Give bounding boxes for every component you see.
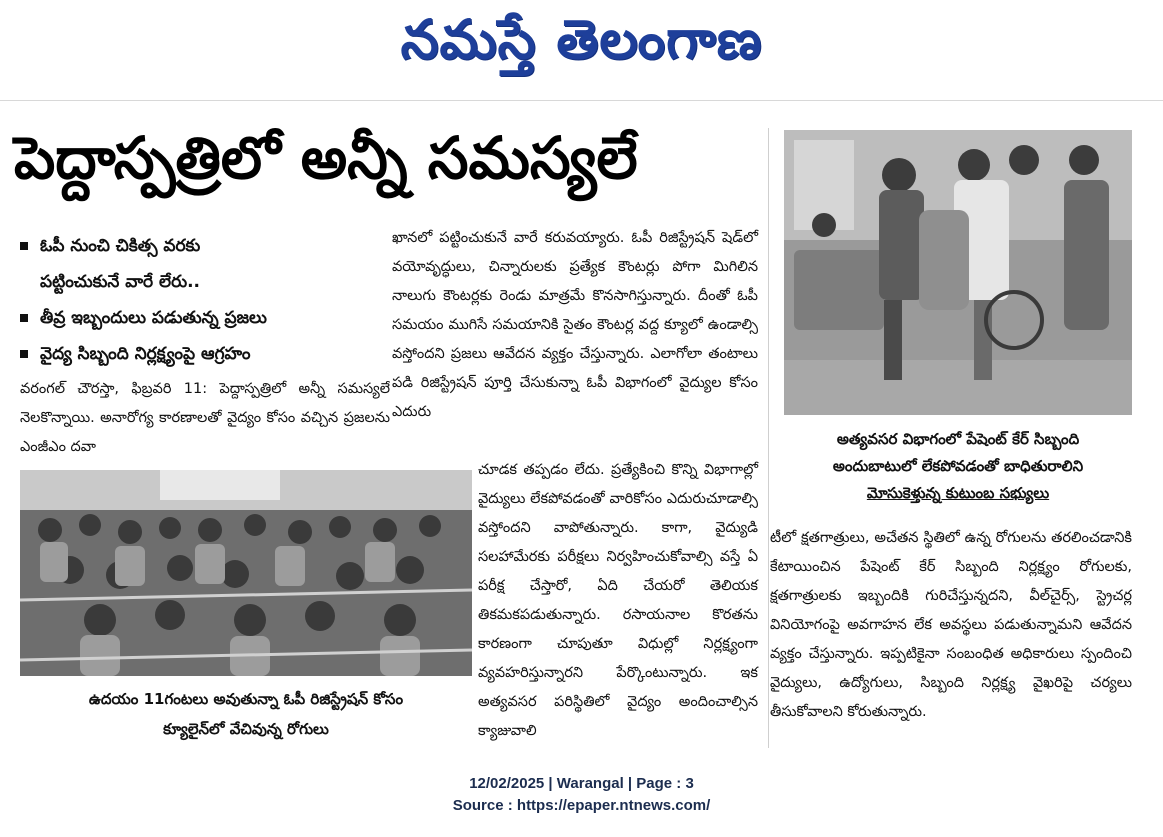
article-paragraph-middle-bottom: చూడక తప్పడం లేదు. ప్రత్యేకించి కొన్ని విభాగాల్లో వైద్యులు లేకపోవడంతో వారికోసం ఎదురుచూడాల్సి వస్తోందని వాపోతున్నారు. కాగా, వైద్యుడి సలహామేరకు పరీక్షలు నిర్వహించుకోవాల్సి వస్తే ఏ పరీక్ష చేస్తారో, ఏది చేయరో తెలియక తికమకపడుతున్నారు. రసాయనాల కొరతను కారణంగా చూపుతూ విధుల్లో నిర్లక్ష్యంగా వ్యవహరిస్తున్నారని పేర్కొంటున్నారు. ఇక అత్యవసర పరిస్థితిలో వైద్యం అందించాల్సిన క్యాజువాలి bbox=[478, 462, 758, 739]
caption-line: మోసుకెళ్తున్న కుటుంబ సభ్యులు bbox=[866, 484, 1050, 502]
bullet-item bbox=[18, 228, 388, 264]
article-paragraph-intro: వరంగల్ చౌరస్తా, ఫిబ్రవరి 11: పెద్దాస్పత్రిలో అన్నీ సమస్యలే నెలకొన్నాయి. అనారోగ్య కారణాలతో వైద్యం కోసం వచ్చిన ప్రజలను ఎంజీఎం దవా bbox=[20, 381, 390, 455]
photo-caption-right bbox=[784, 426, 1132, 507]
masthead-rule bbox=[0, 100, 1163, 101]
queue-photo bbox=[20, 470, 472, 676]
caption-line: ఉదయం 11గంటలు అవుతున్నా ఓపీ రిజిస్ట్రేషన్ కోసం bbox=[88, 690, 404, 708]
bullet-item bbox=[18, 300, 388, 336]
newspaper-logo: నమస్తే తెలంగాణ bbox=[400, 7, 763, 71]
masthead bbox=[0, 0, 1163, 92]
bullet-square-icon bbox=[20, 314, 28, 322]
bullet-text: ఓపీ నుంచి చికిత్స వరకు bbox=[40, 236, 201, 256]
article-paragraph-right: టీలో క్షతగాత్రులు, అచేతన స్థితిలో ఉన్న రోగులను తరలించడానికి కేటాయించిన పేషెంట్ కేర్ సిబ్బంది నిర్లక్ష్యం రోగులకు, క్షతగాత్రులకు ఇబ్బందికి గురిచేస్తున్నదని, వీల్‌చైర్స్, స్ట్రెచర్ల వినియోగంపై అవగాహన లేక అవస్థలు పడుతున్నామని ఆవేదన వ్యక్తం చేస్తున్నారు. ఇప్పటికైనా సంబంధిత అధికారులు స్పందించి వైద్యులు, ఉద్యోగులు, సిబ్బంది నిర్లక్ష్య వైఖరిపై చర్యలు తీసుకోవాలని కోరుతున్నారు. bbox=[770, 530, 1132, 720]
bullet-item bbox=[18, 336, 388, 372]
bullet-text: పట్టించుకునే వారే లేరు.. bbox=[40, 272, 200, 292]
article-paragraph-middle-top: ఖానలో పట్టించుకునే వారే కరువయ్యారు. ఓపీ రిజిస్ట్రేషన్ షెడ్‌లో వయోవృద్ధులు, చిన్నారులకు ప్రత్యేక కౌంటర్లు పోగా మిగిలిన నాలుగు కౌంటర్లకు రెండు మాత్రమే కొనసాగిస్తున్నారు. దీంతో ఓపీ సమయం ముగిసే సమయానికి సైతం కౌంటర్ల వద్ద క్యూలో ఉండాల్సి వస్తోందని ప్రజలు ఆవేదన వ్యక్తం చేస్తున్నారు. ఎలాగోలా తంటాలు పడి రిజిస్ట్రేషన్ పూర్తి చేసుకున్నా ఓపీ విభాగంలో వైద్యుల కోసం ఎదురు bbox=[392, 230, 758, 420]
column-divider bbox=[768, 128, 769, 748]
bullet-square-icon bbox=[20, 350, 28, 358]
caption-line: అందుబాటులో లేకపోవడంతో బాధితురాలిని bbox=[832, 457, 1084, 475]
footer-source-link[interactable]: Source : https://epaper.ntnews.com/ bbox=[452, 797, 711, 814]
bullet-list bbox=[18, 228, 388, 372]
bullet-item-continuation bbox=[18, 264, 388, 300]
caption-line: అత్యవసర విభాగంలో పేషెంట్ కేర్ సిబ్బంది bbox=[836, 430, 1080, 448]
bullet-text: తీవ్ర ఇబ్బందులు పడుతున్న ప్రజలు bbox=[40, 308, 267, 328]
caption-line: క్యూలైన్‌లో వేచివున్న రోగులు bbox=[163, 720, 329, 738]
bullet-text: వైద్య సిబ్బంది నిర్లక్ష్యంపై ఆగ్రహం bbox=[40, 344, 251, 364]
page-footer bbox=[0, 773, 1163, 817]
article-headline: పెద్దాస్పత్రిలో అన్నీ సమస్యలే bbox=[14, 124, 638, 192]
photo-caption-left bbox=[20, 684, 472, 744]
patient-photo bbox=[784, 130, 1132, 415]
bullet-square-icon bbox=[20, 242, 28, 250]
footer-date-edition: 12/02/2025 | Warangal | Page : 3 bbox=[469, 775, 694, 792]
